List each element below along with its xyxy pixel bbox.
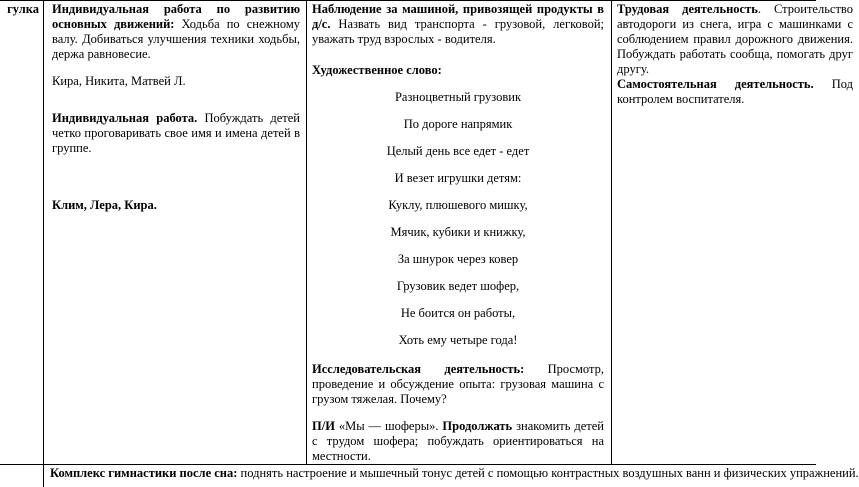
- poem-line: И везет игрушки детям:: [394, 171, 522, 185]
- poem-line: Целый день все едет - едет: [386, 144, 530, 158]
- research-heading: Исследовательская деятельность:: [312, 362, 525, 376]
- gymnastics-heading: Комплекс гимнастики после сна:: [50, 466, 238, 480]
- labor-heading: Трудовая деятельность: [617, 2, 758, 16]
- children-names-1: Кира, Никита, Матвей Л.: [52, 74, 186, 88]
- outdoor-game-name: «Мы — шоферы».: [334, 419, 439, 433]
- after-sleep-gymnastics-row: [50, 466, 859, 486]
- poem-line: Хоть ему четыре года!: [398, 333, 518, 347]
- poem: [312, 90, 604, 360]
- observation-text: Назвать вид транспорта - грузовой, легковой; уважать труд взрослых - водителя.: [312, 17, 604, 46]
- poem-line: Куклу, плюшевого мишку,: [388, 198, 528, 212]
- labor-paragraph: [617, 2, 853, 77]
- individual-work-column: [52, 2, 300, 462]
- poem-line: Мячик, кубики и книжку,: [390, 225, 526, 239]
- poem-line: Разноцветный грузовик: [394, 90, 522, 104]
- outdoor-game-paragraph: [312, 419, 604, 464]
- labor-text: . Строительство автодороги из снега, игра с машинками с соблюдением правил дорожного движения. Побуждать работать сообща, помогать друг другу.: [617, 2, 853, 76]
- walk-column: [0, 2, 42, 22]
- independent-activity-text: Под контролем воспитателя.: [617, 77, 853, 106]
- poem-line: За шнурок через ковер: [397, 252, 519, 266]
- labor-column: [617, 2, 853, 462]
- movement-text: Ходьба по снежному валу. Добиваться улучшения техники ходьбы, держа равновесие.: [52, 17, 300, 61]
- column-divider-1: [43, 0, 44, 487]
- poem-line: По дороге напрямик: [403, 117, 513, 131]
- walk-label: гулка: [7, 2, 39, 16]
- individual-work-paragraph: [52, 111, 300, 156]
- observation-paragraph: [312, 2, 604, 47]
- poem-line: Не боится он работы,: [400, 306, 516, 320]
- row-divider: [0, 464, 816, 465]
- outdoor-game-text: знакомить детей с трудом шофера; побуждать ориентироваться на местности.: [312, 419, 604, 463]
- research-paragraph: [312, 362, 604, 407]
- research-text: Просмотр, проведение и обсуждение опыта: грузовая машина с грузом тяжелая. Почему?: [312, 362, 604, 406]
- independent-activity-heading: Самостоятельная деятельность.: [617, 77, 814, 91]
- observation-heading: Наблюдение за машиной, привозящей продукты в д/с.: [312, 2, 604, 31]
- column-divider-3: [611, 0, 612, 465]
- individual-work-heading: Индивидуальная работа.: [52, 111, 198, 125]
- children-names-2: Клим, Лера, Кира.: [52, 198, 157, 212]
- movement-heading: Индивидуальная работа по развитию основных движений:: [52, 2, 300, 31]
- column-divider-2: [306, 0, 307, 465]
- individual-work-text: Побуждать детей четко проговаривать свое имя и имена детей в группе.: [52, 111, 300, 155]
- art-word-title: Художественное слово:: [312, 63, 442, 77]
- poem-line: Грузовик ведет шофер,: [396, 279, 520, 293]
- gymnastics-text: поднять настроение и мышечный тонус детей с помощью контрастных воздушных ванн и физических упражнений.: [237, 466, 859, 480]
- observation-column: [312, 2, 604, 462]
- movement-paragraph: [52, 2, 300, 62]
- independent-activity-paragraph: [617, 77, 853, 107]
- outdoor-game-continue: Продолжать: [438, 419, 513, 433]
- table-top-border: [0, 0, 816, 1]
- outdoor-game-label: П/И: [312, 419, 335, 433]
